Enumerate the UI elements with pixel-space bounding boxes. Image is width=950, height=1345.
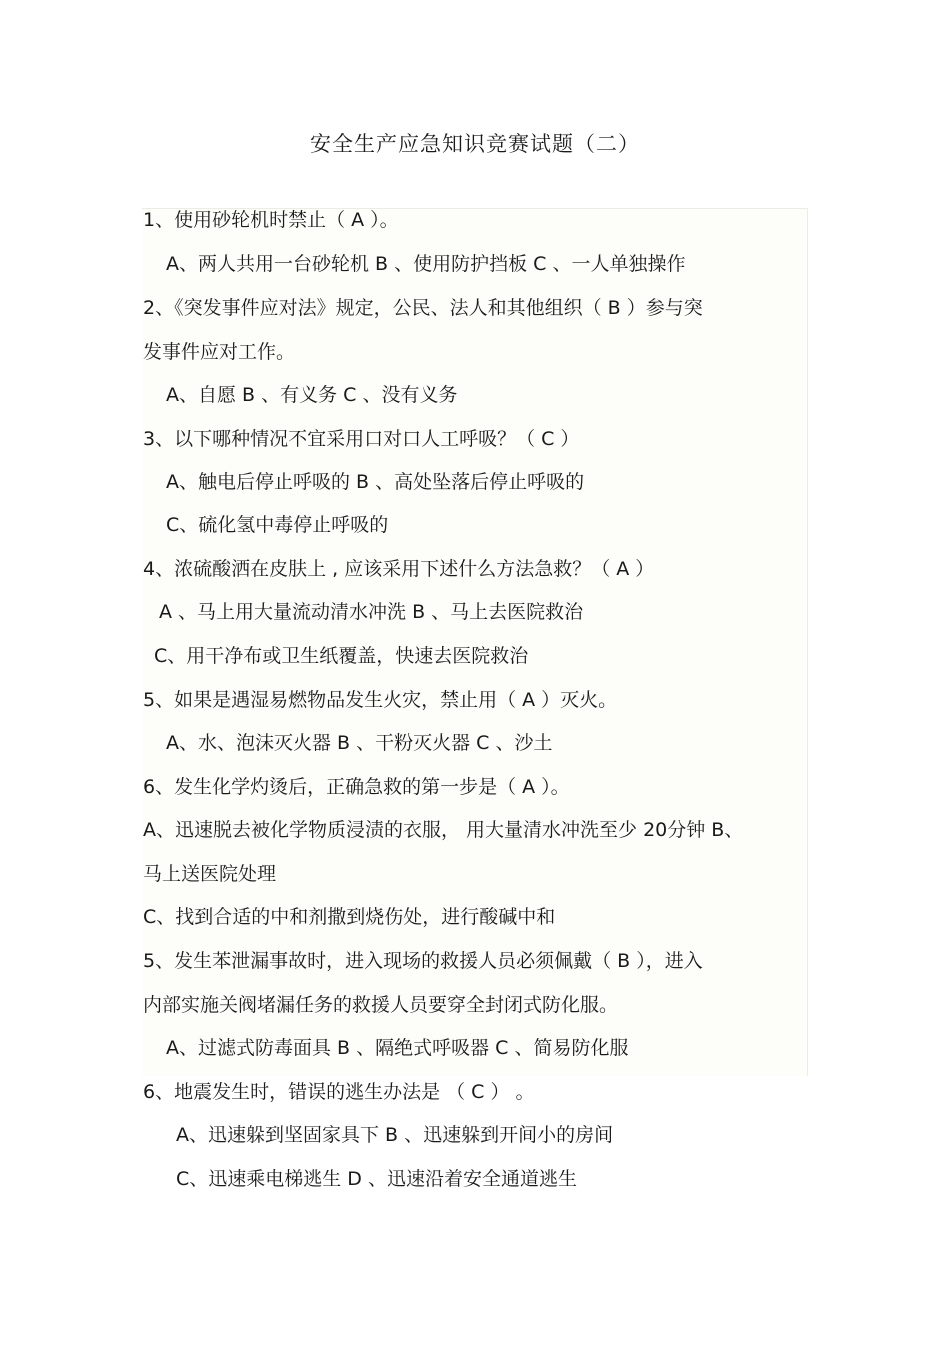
question-8: 6、地震发生时，错误的逃生办法是 （ C ） 。 — [143, 1081, 535, 1103]
question-7-cont: 内部实施关阀堵漏任务的救援人员要穿全封闭式防化服。 — [143, 994, 619, 1016]
question-4: 4、浓硫酸洒在皮肤上 , 应该采用下述什么方法急救？（ A ） — [143, 558, 655, 580]
document-title: 安全生产应急知识竞赛试题（二） — [310, 132, 640, 156]
question-2-options: A、自愿 B 、有义务 C 、没有义务 — [166, 384, 458, 406]
question-2-cont: 发事件应对工作。 — [143, 341, 296, 363]
question-1-options: A、两人共用一台砂轮机 B 、使用防护挡板 C 、一人单独操作 — [166, 253, 686, 275]
question-8-options-a: A、迅速躲到坚固家具下 B 、迅速躲到开间小的房间 — [176, 1124, 614, 1146]
question-3-options-a: A、触电后停止呼吸的 B 、高处坠落后停止呼吸的 — [166, 471, 585, 493]
question-8-options-c: C、迅速乘电梯逃生 D 、迅速沿着安全通道逃生 — [176, 1168, 577, 1190]
question-3-options-c: C、硫化氢中毒停止呼吸的 — [166, 514, 389, 536]
question-4-options-a: A 、马上用大量流动清水冲洗 B 、马上去医院救治 — [159, 601, 584, 623]
question-6: 6、发生化学灼烫后，正确急救的第一步是（ A ）。 — [143, 776, 570, 798]
question-3: 3、以下哪种情况不宜采用口对口人工呼吸？（ C ） — [143, 428, 580, 450]
question-5: 5、如果是遇湿易燃物品发生火灾，禁止用（ A ）灭火。 — [143, 689, 618, 711]
question-1: 1、使用砂轮机时禁止（ A ）。 — [143, 209, 399, 231]
highlight-region — [142, 208, 808, 1076]
question-6-option-b: 马上送医院处理 — [143, 863, 277, 885]
question-4-options-c: C、用干净布或卫生纸覆盖，快速去医院救治 — [154, 645, 529, 667]
question-6-option-c: C、找到合适的中和剂撒到烧伤处，进行酸碱中和 — [143, 906, 556, 928]
question-5-options: A、水、泡沫灭火器 B 、干粉灭火器 C 、沙土 — [166, 732, 553, 754]
question-7: 5、发生苯泄漏事故时，进入现场的救援人员必须佩戴（ B ），进入 — [143, 950, 703, 972]
question-7-options: A、过滤式防毒面具 B 、隔绝式呼吸器 C 、简易防化服 — [166, 1037, 629, 1059]
question-6-option-a: A、迅速脱去被化学物质浸渍的衣服， 用大量清水冲洗至少 20分钟 B、 — [143, 819, 744, 841]
question-2: 2、《突发事件应对法》规定，公民、法人和其他组织（ B ）参与突 — [143, 297, 703, 319]
